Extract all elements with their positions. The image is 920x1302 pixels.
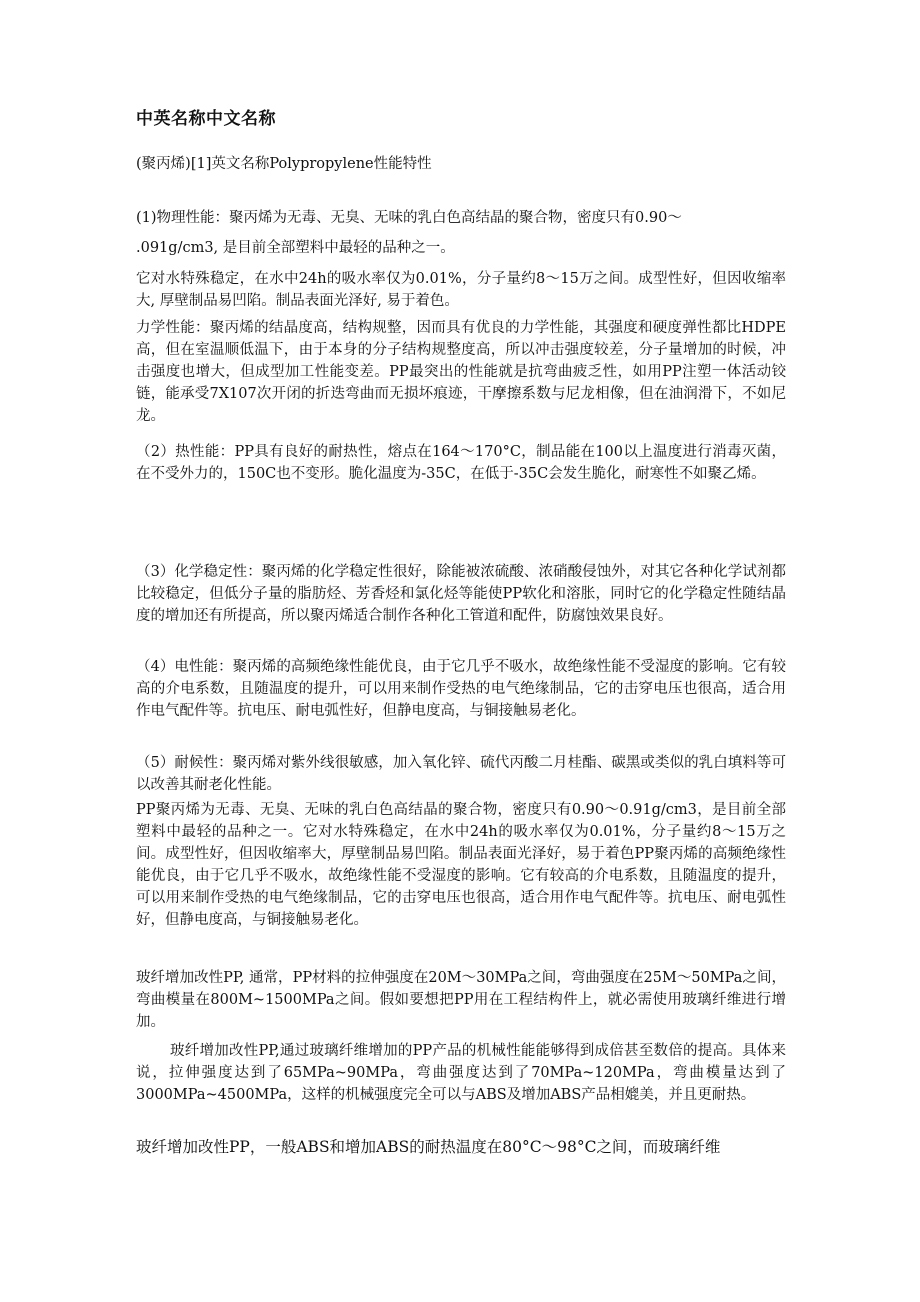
glass-fiber-paragraph-3: 玻纤增加改性PP，一般ABS和增加ABS的耐热温度在80°C〜98°C之间，而玻璃纤维 — [136, 1138, 721, 1156]
mechanical-properties-paragraph: 力学性能：聚丙烯的结晶度高，结构规整，因而具有优良的力学性能，其强度和硬度弹性都比HDPE高，但在室温顺低温下，由于本身的分子结构规整度高，所以冲击强度较差，分子量增加的时候，冲击强度也增大，但成型加工性能变差。PP最突出的性能就是抗弯曲疲乏性，如用PP注塑一体活动铰链，能承受7X107次开闭的折迭弯曲而无损坏痕迹，干摩擦系数与尼龙相像，但在油润滑下，不如尼龙。 — [136, 320, 786, 424]
name-line: (聚丙烯)[1]英文名称Polypropylene性能特性 — [136, 156, 432, 172]
summary-paragraph: PP聚丙烯为无毒、无臭、无味的乳白色高结晶的聚合物，密度只有0.90〜0.91g/cm3，是目前全部塑料中最轻的品种之一。它对水特殊稳定，在水中24h的吸水率仅为0.01%，分子量约8〜15万之间。成型性好，但因收缩率大，厚壁制品易凹陷。制品表面光泽好，易于着色PP聚丙烯的高频绝缘性能优良，由于它几乎不吸水，故绝缘性能不受湿度的影响。它有较高的介电系数，且随温度的提升，可以用来制作受热的电气绝缘制品，它的击穿电压也很高，适合用作电气配件等。抗电压、耐电弧性好，但静电度高，与铜接触易老化。 — [136, 802, 786, 928]
page-title: 中英名称中文名称 — [136, 109, 276, 129]
glass-fiber-paragraph-2: 玻纤增加改性PP,通过玻璃纤维增加的PP产品的机械性能能够得到成倍甚至数倍的提高。具体来说，拉伸强度达到了65MPa~90MPa，弯曲强度达到了70MPa~120MPa，弯曲模量达到了3000MPa~4500MPa，这样的机械强度完全可以与ABS及增加ABS产品相媲美，并且更耐热。 — [136, 1043, 786, 1103]
physical-properties-line-2: .091g/cm3, 是目前全部塑料中最轻的品种之一。 — [136, 240, 455, 256]
thermal-properties-paragraph: （2）热性能：PP具有良好的耐热性，熔点在164〜170°C，制品能在100以上温度进行消毒灭菌，在不受外力的，150C也不变形。脆化温度为-35C，在低于-35C会发生脆化，耐寒性不如聚乙烯。 — [136, 444, 786, 482]
water-stability-paragraph: 它对水特殊稳定，在水中24h的吸水率仅为0.01%，分子量约8〜15万之间。成型性好，但因收缩率大, 厚壁制品易凹陷。制品表面光泽好, 易于着色。 — [136, 271, 786, 309]
chemical-stability-paragraph: （3）化学稳定性：聚丙烯的化学稳定性很好，除能被浓硫酸、浓硝酸侵蚀外，对其它各种化学试剂都比较稳定，但低分子量的脂肪烃、芳香烃和氯化烃等能使PP软化和溶胀，同时它的化学稳定性随结晶度的增加还有所提高，所以聚丙烯适合制作各种化工管道和配件，防腐蚀效果良好。 — [136, 564, 786, 624]
glass-fiber-paragraph-1: 玻纤增加改性PP, 通常，PP材料的拉伸强度在20M〜30MPa之间，弯曲强度在25M〜50MPa之间，弯曲模量在800M~1500MPa之间。假如要想把PP用在工程结构件上，就必需使用玻璃纤维进行增加。 — [136, 970, 786, 1030]
electrical-properties-paragraph: （4）电性能：聚丙烯的高频绝缘性能优良，由于它几乎不吸水，故绝缘性能不受湿度的影响。它有较高的介电系数，且随温度的提升，可以用来制作受热的电气绝缘制品，它的击穿电压也很高，适合用作电气配件等。抗电压、耐电弧性好，但静电度高，与铜接触易老化。 — [136, 659, 786, 719]
weather-resistance-paragraph: （5）耐候性：聚丙烯对紫外线很敏感，加入氧化锌、硫代丙酸二月桂酯、碳黑或类似的乳白填料等可以改善其耐老化性能。 — [136, 755, 786, 793]
physical-properties-line-1: (1)物理性能：聚丙烯为无毒、无臭、无味的乳白色高结晶的聚合物，密度只有0.90〜 — [136, 210, 682, 226]
